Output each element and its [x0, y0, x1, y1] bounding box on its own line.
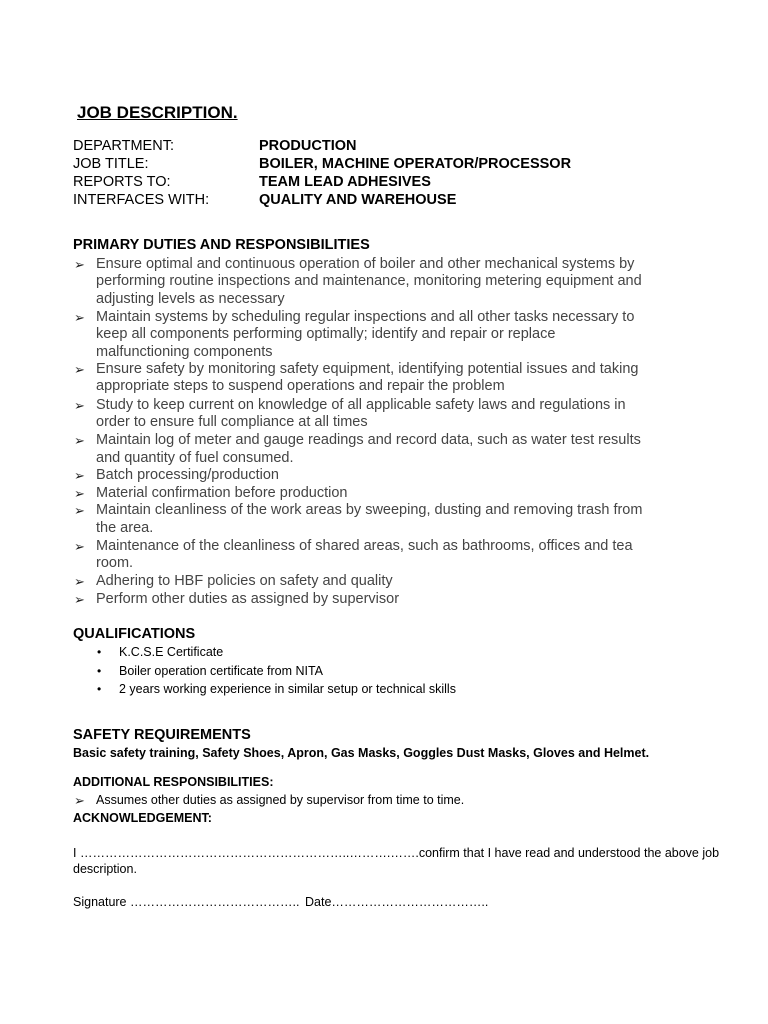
duty-line: Batch processing/production: [96, 467, 279, 483]
duty-line: performing routine inspections and maintenance, monitoring metering equipment and: [96, 273, 642, 289]
acknowledgement-line: description.: [73, 862, 137, 876]
job-title-label: JOB TITLE:: [73, 156, 149, 172]
safety-text: Basic safety training, Safety Shoes, Apron, Gas Masks, Goggles Dust Masks, Gloves and Helmet.: [73, 746, 650, 760]
qualification-item: 2 years working experience in similar setup or technical skills: [119, 682, 456, 696]
duty-line: Maintain systems by scheduling regular inspections and all other tasks necessary to: [96, 309, 635, 325]
arrow-bullet-icon: ➢: [74, 574, 85, 589]
arrow-bullet-icon: ➢: [74, 468, 85, 483]
qualifications-heading: QUALIFICATIONS: [73, 626, 196, 642]
safety-heading: SAFETY REQUIREMENTS: [73, 727, 251, 743]
duty-line: and quantity of fuel consumed.: [96, 450, 294, 466]
arrow-bullet-icon: ➢: [74, 592, 85, 607]
reports-to-label: REPORTS TO:: [73, 174, 171, 190]
department-label: DEPARTMENT:: [73, 138, 174, 154]
interfaces-value: QUALITY AND WAREHOUSE: [259, 192, 457, 208]
additional-heading: ADDITIONAL RESPONSIBILITIES:: [73, 775, 274, 789]
signature-field: Signature …………………………………..: [73, 895, 300, 909]
acknowledgement-line: I ………………………………………………………..……….…….confirm that I have read and understood the above job: [73, 846, 720, 860]
duty-line: Maintenance of the cleanliness of shared areas, such as bathrooms, offices and tea: [96, 538, 633, 554]
reports-to-value: TEAM LEAD ADHESIVES: [259, 174, 431, 190]
arrow-bullet-icon: ➢: [74, 793, 85, 808]
bullet-icon: •: [97, 645, 102, 659]
duty-line: malfunctioning components: [96, 344, 273, 360]
job-title-value: BOILER, MACHINE OPERATOR/PROCESSOR: [259, 156, 572, 172]
qualification-item: Boiler operation certificate from NITA: [119, 664, 324, 678]
bullet-icon: •: [97, 682, 102, 696]
additional-item: Assumes other duties as assigned by supervisor from time to time.: [96, 793, 465, 807]
arrow-bullet-icon: ➢: [74, 433, 85, 448]
duty-line: Material confirmation before production: [96, 485, 348, 501]
arrow-bullet-icon: ➢: [74, 310, 85, 325]
arrow-bullet-icon: ➢: [74, 486, 85, 501]
duty-line: Study to keep current on knowledge of all applicable safety laws and regulations in: [96, 397, 626, 413]
duty-line: Ensure safety by monitoring safety equipment, identifying potential issues and taking: [96, 361, 639, 377]
interfaces-label: INTERFACES WITH:: [73, 192, 210, 208]
department-value: PRODUCTION: [259, 138, 357, 154]
duty-line: Perform other duties as assigned by supervisor: [96, 591, 400, 607]
acknowledgement-heading: ACKNOWLEDGEMENT:: [73, 811, 212, 825]
duty-line: appropriate steps to suspend operations and repair the problem: [96, 378, 505, 394]
duty-line: Ensure optimal and continuous operation of boiler and other mechanical systems by: [96, 256, 635, 272]
qualification-item: K.C.S.E Certificate: [119, 645, 224, 659]
duty-line: Maintain log of meter and gauge readings and record data, such as water test results: [96, 432, 641, 448]
duties-heading: PRIMARY DUTIES AND RESPONSIBILITIES: [73, 237, 370, 253]
arrow-bullet-icon: ➢: [74, 503, 85, 518]
duty-line: Maintain cleanliness of the work areas by sweeping, dusting and removing trash from: [96, 502, 643, 518]
duty-line: adjusting levels as necessary: [96, 291, 285, 307]
duty-line: keep all components performing optimally; identify and repair or replace: [96, 326, 556, 342]
duty-line: room.: [96, 555, 134, 571]
date-field: Date………………………………..: [305, 895, 489, 909]
bullet-icon: •: [97, 664, 102, 678]
duty-line: Adhering to HBF policies on safety and quality: [96, 573, 393, 589]
document-title: JOB DESCRIPTION.: [77, 103, 238, 122]
arrow-bullet-icon: ➢: [74, 257, 85, 272]
arrow-bullet-icon: ➢: [74, 398, 85, 413]
duty-line: order to ensure full compliance at all times: [96, 414, 368, 430]
arrow-bullet-icon: ➢: [74, 362, 85, 377]
duty-line: the area.: [96, 520, 154, 536]
arrow-bullet-icon: ➢: [74, 539, 85, 554]
